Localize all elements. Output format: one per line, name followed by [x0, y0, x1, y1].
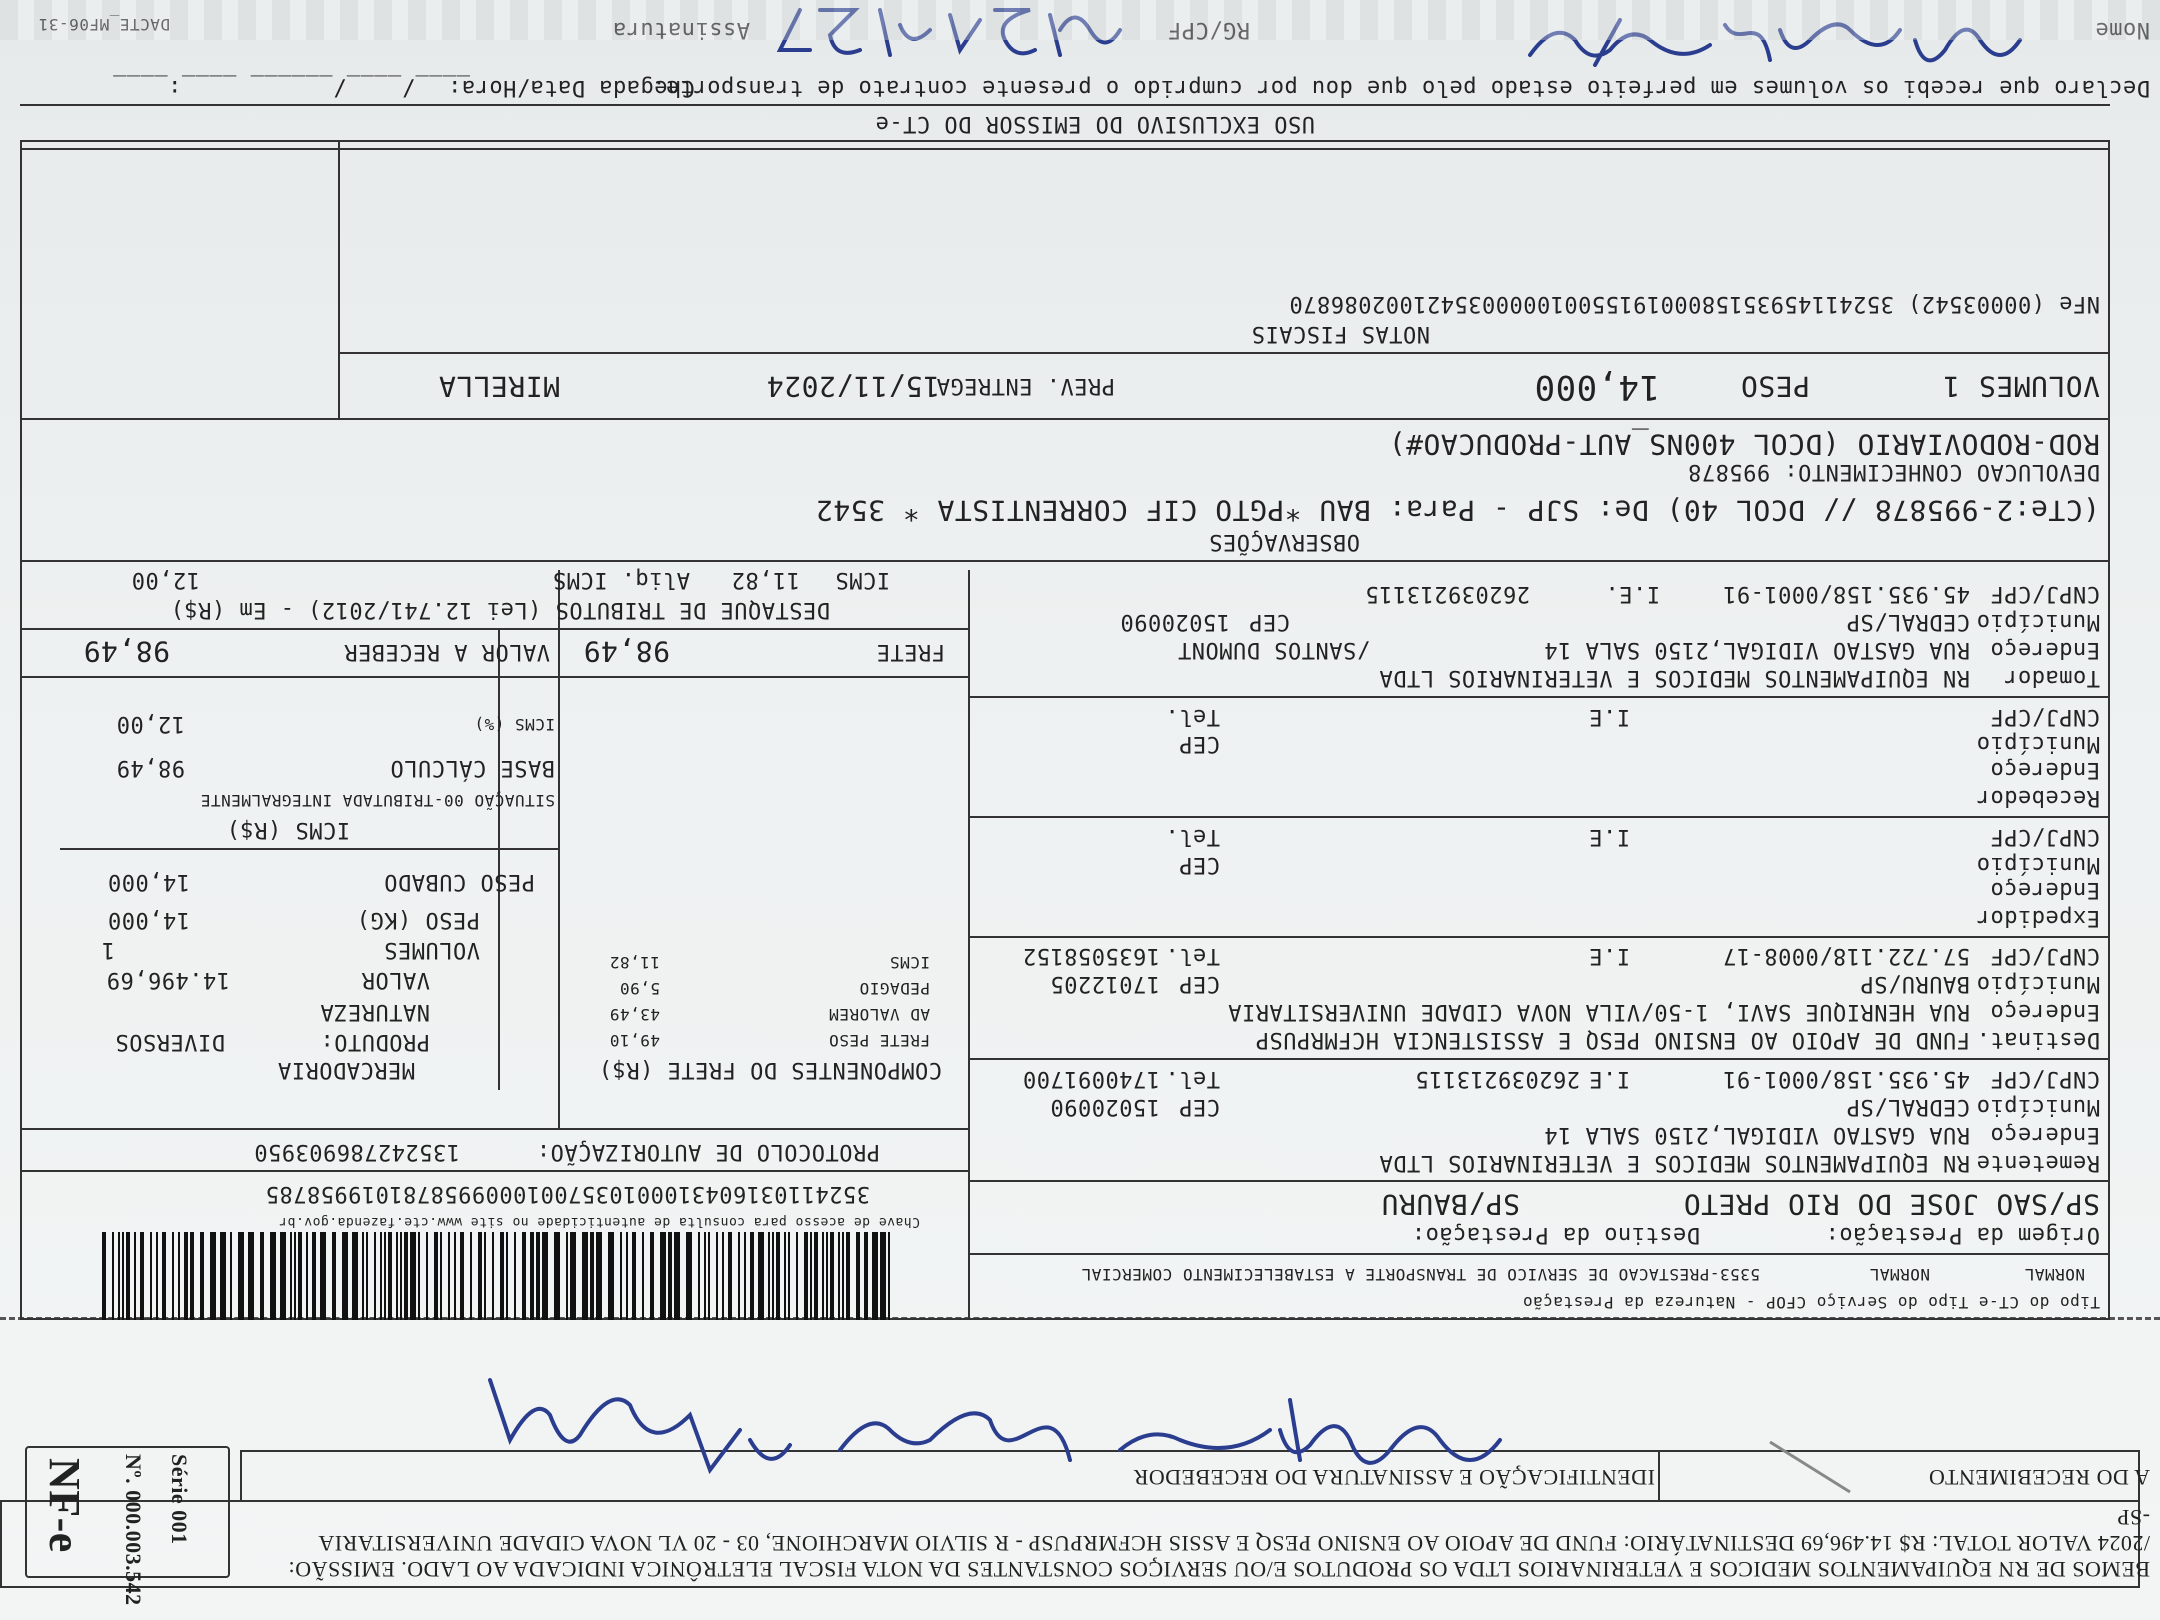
- remetente-endereco: RUA GASTAO VIDIGAL,2150 SALA 14: [1543, 1122, 1970, 1147]
- barcode-bar: [280, 1232, 286, 1320]
- base-calculo-label: BASE CÁLCULO: [390, 755, 555, 780]
- expedidor-label: Expedidor: [1976, 905, 2100, 930]
- row-line: [970, 816, 2110, 818]
- destino-label: Destino da Prestação:: [1411, 1222, 1700, 1247]
- volumes-label: VOLUMES: [383, 937, 480, 962]
- recebedor-tel-label: Tel.: [1165, 704, 1220, 729]
- nfe-number: Nº. 000.003.542: [121, 1454, 146, 1606]
- barcode-bar: [814, 1232, 818, 1320]
- tomador-endereco-label: Endereço: [1990, 637, 2100, 662]
- icms-situacao: SITUAÇÃO 00-TRIBUTADA INTEGRALMENTE: [200, 791, 555, 810]
- barcode-bar: [122, 1232, 124, 1320]
- receipt-body-line-1: BEMOS DE RN EQUIPAMENTOS MEDICOS E VETERINARIOS LTDA OS PRODUTOS E/OU SERVIÇOS CONSTANTES DA NOTA FISCAL ELETRÔNICA INDICADA AO LADO. EMISSÃO:: [288, 1557, 2150, 1582]
- peso-label: PESO (KG): [356, 907, 480, 932]
- origem-label: Origem da Prestação:: [1825, 1222, 2100, 1247]
- receipt-handwritten-signature: [340, 1390, 1540, 1500]
- nfe-receipt-strip: [0, 1450, 2160, 1620]
- barcode-bar: [184, 1232, 188, 1320]
- receipt-divider: [1658, 1450, 1660, 1500]
- barcode-bar: [150, 1232, 152, 1320]
- receipt-body-line-3: -SP: [2116, 1505, 2150, 1530]
- remetente-name: RN EQUIPAMENTOS MEDICOS E VETERINARIOS LTDA: [1378, 1150, 1970, 1175]
- tomador-bairro: /SANTOS DUMONT: [1177, 637, 1370, 662]
- barcode-bar: [642, 1232, 644, 1320]
- componente-name: PEDAGIO: [859, 979, 930, 998]
- row-line: [340, 352, 2110, 354]
- barcode-bar: [768, 1232, 770, 1320]
- nfe-series: Série 001: [167, 1454, 192, 1545]
- destinatario-tel-label: Tel.: [1165, 943, 1220, 968]
- volumes-value: 1: [101, 937, 115, 962]
- expedidor-cep-label: CEP: [1178, 852, 1220, 877]
- expedidor-tel-label: Tel.: [1165, 824, 1220, 849]
- barcode-bar: [270, 1232, 276, 1320]
- barcode-bar: [530, 1232, 534, 1320]
- barcode-bar: [210, 1232, 216, 1320]
- recebedor-municipio-label: Município: [1976, 731, 2100, 756]
- barcode-bar: [238, 1232, 244, 1320]
- observacoes-line-2: DEVOLUCAO CONHECIMENTO: 995878: [1687, 459, 2100, 484]
- chave-value: 35241103160431000103570010009958781019958785: [265, 1181, 870, 1206]
- receipt-header: A DO RECEBIMENTO: [1928, 1465, 2150, 1490]
- barcode-bar: [294, 1232, 296, 1320]
- barcode-bar: [626, 1232, 628, 1320]
- expedidor-municipio-label: Município: [1976, 852, 2100, 877]
- barcode-bar: [686, 1232, 692, 1320]
- barcode-bar: [822, 1232, 824, 1320]
- barcode-bar: [698, 1232, 700, 1320]
- recebedor-endereco-label: Endereço: [1990, 757, 2100, 782]
- barcode-bar: [728, 1232, 732, 1320]
- barcode-bar: [260, 1232, 264, 1320]
- nfe-label: NF-e: [40, 1458, 89, 1553]
- peso-cubado-value: 14,000: [107, 869, 190, 894]
- barcode-bar: [404, 1232, 408, 1320]
- barcode-bar: [542, 1232, 548, 1320]
- base-calculo-value: 98,49: [116, 755, 185, 780]
- barcode-bar: [758, 1232, 764, 1320]
- destino-value: SP/BAURU: [1381, 1188, 1520, 1221]
- componente-value: 5,90: [619, 979, 660, 998]
- emissor-title: USO EXCLUSIVO DO EMISSOR DO CT-e: [875, 111, 1315, 136]
- barcode-bar: [230, 1232, 232, 1320]
- tomador-cep-label: CEP: [1248, 609, 1290, 634]
- barcode-bar: [620, 1232, 622, 1320]
- destinatario-cnpj: 57.722.118/0008-17: [1722, 943, 1970, 968]
- peso-cubado-label: PESO CUBADO: [383, 869, 535, 894]
- row-line: [20, 148, 2110, 150]
- row-line: [20, 628, 970, 630]
- barcode-bar: [156, 1232, 158, 1320]
- mercadoria-label: MERCADORIA: [277, 1057, 415, 1082]
- tributos-aliq-label: Aliq. ICMS: [552, 567, 690, 592]
- barcode-bar: [248, 1232, 254, 1320]
- row-line: [20, 104, 2110, 106]
- barcode-bar: [744, 1232, 746, 1320]
- chegada-blank: ____/____/______ ____:____: [112, 75, 470, 100]
- remetente-municipio: CEDRAL/SP: [1846, 1094, 1970, 1119]
- barcode-bar: [864, 1232, 868, 1320]
- form-code: DACTE_MF06-31: [38, 15, 170, 34]
- barcode-bar: [506, 1232, 508, 1320]
- barcode-bar: [418, 1232, 420, 1320]
- barcode-bar: [784, 1232, 786, 1320]
- barcode-bar: [352, 1232, 358, 1320]
- destinatario-municipio: BAURU/SP: [1860, 971, 1970, 996]
- obs-entrega-value: 15/11/2024: [766, 370, 940, 403]
- barcode-bar: [500, 1232, 504, 1320]
- barcode-bar: [804, 1232, 808, 1320]
- perforation-edge: [0, 0, 2160, 40]
- barcode-bar: [454, 1232, 456, 1320]
- observacoes-line-1: (CTe:2-995878 // DCOL 40) De: SJP - Para: BAU *PGTO CIF CORRENTISTA * 3542: [815, 494, 2100, 527]
- barcode-bar: [838, 1232, 840, 1320]
- protocolo-label: PROTOCOLO DE AUTORIZAÇÃO:: [536, 1139, 880, 1164]
- chave-label: Chave de acesso para consulta de autenticidade no site www.cte.fazenda.gov.br: [278, 1214, 920, 1229]
- barcode-bar: [118, 1232, 120, 1320]
- barcode-bar: [608, 1232, 614, 1320]
- icms-title: ICMS (R$): [226, 817, 350, 842]
- notas-fiscais-title: NOTAS FISCAIS: [1251, 321, 1430, 346]
- remetente-municipio-label: Município: [1976, 1094, 2100, 1119]
- barcode-bar: [880, 1232, 886, 1320]
- row-line: [20, 676, 970, 678]
- barcode-bar: [126, 1232, 130, 1320]
- obs-entrega-label: PREV. ENTREGA: [936, 373, 1115, 398]
- barcode-bar: [788, 1232, 790, 1320]
- barcode-bar: [716, 1232, 718, 1320]
- barcode-bar: [332, 1232, 336, 1320]
- barcode-bar: [632, 1232, 636, 1320]
- componente-name: AD VALOREM: [828, 1005, 930, 1024]
- tomador-cep: 15020090: [1120, 609, 1230, 634]
- row-line: [970, 936, 2110, 938]
- barcode-bar: [722, 1232, 724, 1320]
- receipt-body-line-2: /2024 VALOR TOTAL: R$ 14.496,69 DESTINATÁRIO: FUND DE APOIO AO ENSINO PESQ E ASSIS HCFMRPUSP - R SILVIO MARCHIONE, 03 - 20 VL NOVA CIDADE UNIVERSITARIA: [317, 1531, 2150, 1556]
- destinatario-endereco: RUA HENRIQUE SAVI, 1-50/VILA NOVA CIDADE UNIVERSITARIA: [1227, 999, 1970, 1024]
- destinatario-cep: 17012205: [1050, 971, 1160, 996]
- remetente-ie-label: I.E: [1588, 1066, 1630, 1091]
- row-line: [970, 696, 2110, 698]
- barcode-bar: [514, 1232, 516, 1320]
- remetente-endereco-label: Endereço: [1990, 1122, 2100, 1147]
- tomador-endereco: RUA GASTAO VIDIGAL,2150 SALA 14: [1543, 637, 1970, 662]
- componente-value: 49,10: [609, 1031, 660, 1050]
- barcode-bar: [570, 1232, 576, 1320]
- barcode-bar: [374, 1232, 376, 1320]
- barcode-bar: [306, 1232, 308, 1320]
- expedidor-ie-label: I.E: [1588, 824, 1630, 849]
- barcode-bar: [536, 1232, 540, 1320]
- row-line: [970, 1058, 2110, 1060]
- barcode-bar: [200, 1232, 204, 1320]
- barcode-bar: [826, 1232, 828, 1320]
- chegada-label: Chegada Data/Hora:: [447, 75, 695, 100]
- protocolo-value: 135242786903950: [253, 1139, 460, 1164]
- barcode-bar: [172, 1232, 174, 1320]
- remetente-tel-label: Tel.: [1165, 1066, 1220, 1091]
- recipient-signature-label: IDENTIFICAÇÃO E ASSINATURA DO RECEBEDOR: [1133, 1465, 1655, 1490]
- produto-value: DIVERSOS: [115, 1029, 225, 1054]
- barcode-bar: [320, 1232, 326, 1320]
- remetente-cep-label: CEP: [1178, 1094, 1220, 1119]
- barcode-bar: [290, 1232, 292, 1320]
- natureza-label: NATUREZA: [320, 999, 430, 1024]
- barcode-bar: [590, 1232, 594, 1320]
- remetente-cnpj: 45.935.158/0001-91: [1722, 1066, 1970, 1091]
- barcode-bar: [796, 1232, 798, 1320]
- col-divider: [498, 630, 500, 1090]
- access-key-barcode: [100, 1232, 890, 1320]
- tomador-label: Tomador: [2003, 665, 2100, 690]
- destinatario-cep-label: CEP: [1178, 971, 1220, 996]
- icms-aliq-label: ICMS (%): [473, 715, 555, 734]
- remetente-label: Remetente: [1976, 1150, 2100, 1175]
- barcode-bar: [342, 1232, 348, 1320]
- obs-volumes-value: 1: [1942, 370, 1960, 403]
- barcode-bar: [674, 1232, 680, 1320]
- barcode-bar: [190, 1232, 194, 1320]
- nfe-number-box: [25, 1446, 230, 1606]
- barcode-bar: [426, 1232, 428, 1320]
- componente-value: 43,49: [609, 1005, 660, 1024]
- peso-value: 14,000: [107, 907, 190, 932]
- barcode-bar: [134, 1232, 136, 1320]
- barcode-bar: [772, 1232, 774, 1320]
- assinatura-label: Assinatura: [612, 17, 750, 42]
- barcode-bar: [810, 1232, 812, 1320]
- tributos-aliq-value: 12,00: [131, 567, 200, 592]
- row-line: [20, 560, 2110, 562]
- barcode-bar: [448, 1232, 450, 1320]
- barcode-bar: [842, 1232, 844, 1320]
- remetente-cnpj-label: CNPJ/CPF: [1990, 1066, 2100, 1091]
- tipo-label: Tipo do CT-e Tipo do Serviço CFOP - Natureza da Prestação: [1522, 1293, 2100, 1312]
- barcode-bar: [750, 1232, 754, 1320]
- barcode-bar: [102, 1232, 106, 1320]
- barcode-bar: [872, 1232, 878, 1320]
- tomador-ie: 262039213115: [1365, 581, 1530, 606]
- destinatario-label: Destinat.: [1976, 1027, 2100, 1052]
- rg-cpf-label: RG/CPF: [1167, 17, 1250, 42]
- destinatario-endereco-label: Endereço: [1990, 999, 2100, 1024]
- barcode-bar: [650, 1232, 654, 1320]
- barcode-bar: [388, 1232, 392, 1320]
- barcode-bar: [434, 1232, 438, 1320]
- col-divider: [558, 570, 560, 1130]
- barcode-bar: [220, 1232, 226, 1320]
- barcode-bar: [856, 1232, 860, 1320]
- obs-volumes-label: VOLUMES: [1978, 370, 2100, 403]
- barcode-bar: [384, 1232, 386, 1320]
- row-line: [20, 1170, 970, 1172]
- tipo-normal: NORMAL: [2024, 1265, 2085, 1284]
- valor-receber-value: 98,49: [83, 635, 170, 668]
- remetente-ie: 2620392131​15: [1415, 1066, 1580, 1091]
- barcode-bar: [888, 1232, 890, 1320]
- remetente-tel: 1740091700: [1022, 1066, 1160, 1091]
- barcode-bar: [708, 1232, 710, 1320]
- col-divider: [338, 140, 340, 420]
- destinatario-municipio-label: Município: [1976, 971, 2100, 996]
- barcode-bar: [178, 1232, 180, 1320]
- icms-aliq-value: 12,00: [116, 711, 185, 736]
- notas-fiscais-line: NFe (00003542) 35241145935158000191550010000035421002086870: [1289, 291, 2100, 316]
- barcode-bar: [660, 1232, 666, 1320]
- recebedor-ie-label: I.E: [1588, 704, 1630, 729]
- barcode-bar: [738, 1232, 740, 1320]
- barcode-bar: [366, 1232, 368, 1320]
- barcode-bar: [776, 1232, 780, 1320]
- barcode-bar: [396, 1232, 398, 1320]
- frete-value: 98,49: [583, 635, 670, 668]
- row-line: [970, 1253, 2110, 1255]
- barcode-bar: [846, 1232, 850, 1320]
- row-line: [20, 418, 2110, 420]
- barcode-bar: [440, 1232, 442, 1320]
- barcode-bar: [362, 1232, 364, 1320]
- tomador-name: RN EQUIPAMENTOS MEDICOS E VETERINARIOS LTDA: [1378, 665, 1970, 690]
- barcode-bar: [668, 1232, 672, 1320]
- recebedor-cnpj-label: CNPJ/CPF: [1990, 704, 2100, 729]
- tributos-icms-value: 11,82: [731, 567, 800, 592]
- componente-name: ICMS: [889, 953, 930, 972]
- tomador-ie-label: I.E.: [1605, 581, 1660, 606]
- barcode-bar: [582, 1232, 588, 1320]
- recebedor-cep-label: CEP: [1178, 731, 1220, 756]
- barcode-bar: [478, 1232, 482, 1320]
- barcode-bar: [410, 1232, 416, 1320]
- tomador-cnpj: 45.935.158/0001-91: [1722, 581, 1970, 606]
- valor-receber-label: VALOR A RECEBER: [343, 639, 550, 664]
- destinatario-name: FUND DE APOIO AO ENSINO PESQ E ASSISTENCIA HCFMRPUSP: [1255, 1027, 1970, 1052]
- barcode-bar: [380, 1232, 382, 1320]
- row-line: [20, 1128, 970, 1130]
- origem-value: SP/SAO JOSE DO RIO PRETO: [1683, 1188, 2100, 1221]
- observacoes-line-3: ROD-RODOVIARIO (DCOL 400NS_AUT-PRODUCAO#): [1388, 428, 2100, 461]
- barcode-bar: [830, 1232, 834, 1320]
- row-line: [970, 1180, 2110, 1182]
- destinatario-cnpj-label: CNPJ/CPF: [1990, 943, 2100, 968]
- barcode-bar: [492, 1232, 494, 1320]
- barcode-bar: [112, 1232, 114, 1320]
- barcode-bar: [140, 1232, 144, 1320]
- valor-label: VALOR: [361, 967, 430, 992]
- barcode-bar: [484, 1232, 486, 1320]
- produto-label: PRODUTO:: [320, 1029, 430, 1054]
- barcode-bar: [162, 1232, 166, 1320]
- servico-normal: NORMAL: [1869, 1265, 1930, 1284]
- barcode-bar: [312, 1232, 316, 1320]
- frete-label: FRETE: [876, 639, 945, 664]
- tributos-icms-label: ICMS: [835, 567, 890, 592]
- tributos-title: DESTAQUE DE TRIBUTOS (Lei 12.741/2012) - Em (R$): [170, 597, 830, 622]
- declaracao-text: Declaro que recebi os volumes em perfeito estado pelo que dou por cumprido o presente contrato de transporte.: [651, 75, 2150, 100]
- barcode-bar: [554, 1232, 560, 1320]
- tomador-cnpj-label: CNPJ/CPF: [1990, 581, 2100, 606]
- expedidor-endereco-label: Endereço: [1990, 877, 2100, 902]
- barcode-bar: [470, 1232, 472, 1320]
- observacoes-title: OBSERVAÇÕES: [1208, 529, 1360, 554]
- col-divider: [968, 570, 970, 1130]
- obs-peso-label: PESO: [1740, 370, 1810, 403]
- recebedor-label: Recebedor: [1976, 785, 2100, 810]
- obs-peso-value: 14,000: [1534, 367, 1660, 407]
- nome-label: Nome: [2095, 17, 2150, 42]
- barcode-bar: [704, 1232, 706, 1320]
- barcode-bar: [400, 1232, 402, 1320]
- barcode-bar: [596, 1232, 602, 1320]
- staple-mark: [1750, 1422, 1860, 1502]
- valor-value: 14.496,69: [106, 967, 230, 992]
- barcode-bar: [298, 1232, 302, 1320]
- destinatario-ie-label: I.E: [1588, 943, 1630, 968]
- barcode-bar: [460, 1232, 464, 1320]
- obs-atendente: MIRELLA: [438, 370, 560, 403]
- componente-name: FRETE PESO: [828, 1031, 930, 1050]
- barcode-bar: [522, 1232, 526, 1320]
- tomador-municipio-label: Município: [1976, 609, 2100, 634]
- remetente-cep: 15020090: [1050, 1094, 1160, 1119]
- barcode-bar: [566, 1232, 568, 1320]
- cfop-value: 5353-PRESTACAO DE SERVICO DE TRANSPORTE A ESTABELECIMENTO COMERCIAL: [1081, 1265, 1760, 1284]
- destinatario-tel: 1635058152: [1022, 943, 1160, 968]
- componentes-title: COMPONENTES DO FRETE (R$): [598, 1057, 942, 1082]
- tomador-municipio: CEDRAL/SP: [1846, 609, 1970, 634]
- expedidor-cnpj-label: CNPJ/CPF: [1990, 824, 2100, 849]
- row-line: [60, 848, 560, 850]
- componente-value: 11,82: [609, 953, 660, 972]
